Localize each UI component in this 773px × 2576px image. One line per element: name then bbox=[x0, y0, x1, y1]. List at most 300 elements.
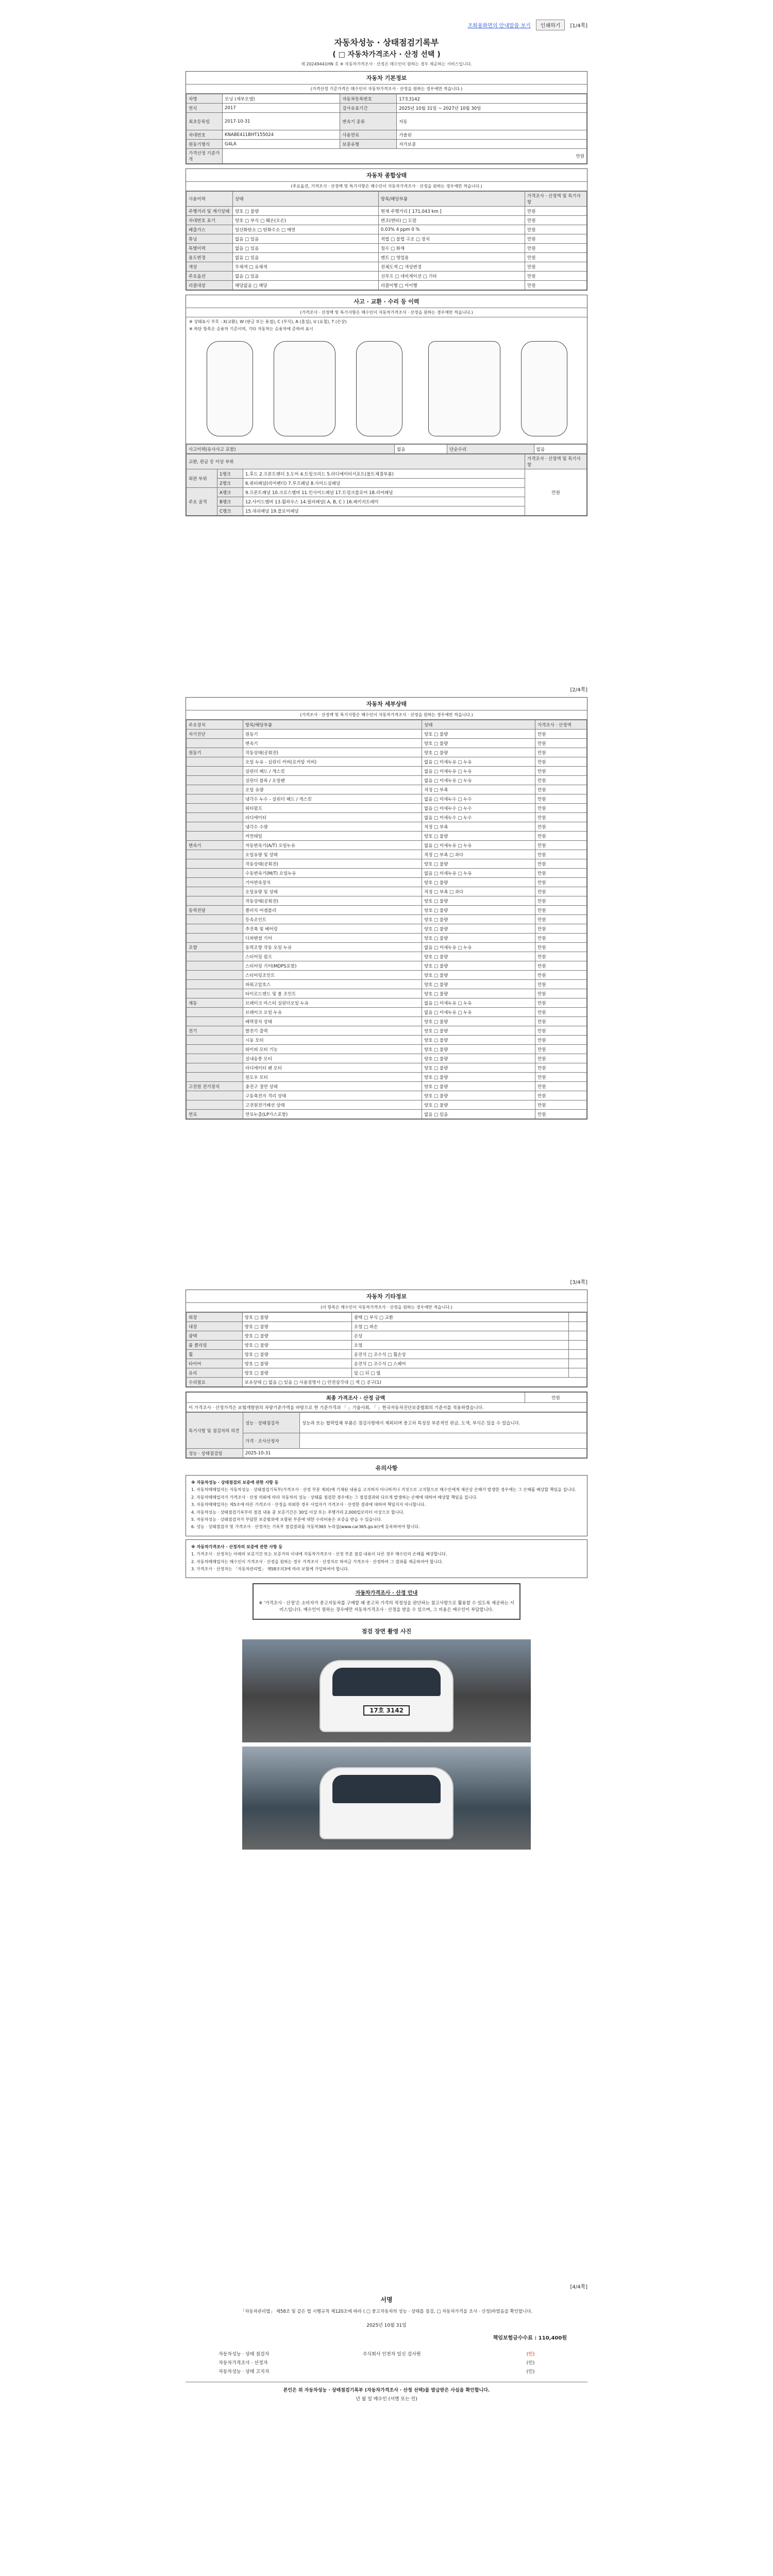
cell: 만원 bbox=[535, 1063, 587, 1073]
cell bbox=[187, 980, 243, 989]
cell: 외판 부위 bbox=[187, 469, 217, 488]
detail-section bbox=[186, 697, 587, 1120]
table-row bbox=[187, 961, 587, 971]
cell: 만원 bbox=[525, 216, 587, 225]
status-rows bbox=[187, 207, 587, 290]
cell: 없음 bbox=[395, 445, 447, 454]
cell: 시동 모터 bbox=[243, 1036, 422, 1045]
cell: 만원 bbox=[535, 748, 587, 757]
table-row bbox=[187, 971, 587, 980]
cell: 기어변속장치 bbox=[243, 878, 422, 887]
cell bbox=[187, 1091, 243, 1100]
basic-info-table bbox=[186, 94, 587, 164]
cell: 양호 □ 불량 bbox=[422, 1026, 535, 1036]
cell: 냉각수 누수 - 실린더 헤드 / 개스킷 bbox=[243, 794, 422, 804]
cell: 실내송풍 모터 bbox=[243, 1054, 422, 1063]
car-frame-icon bbox=[428, 341, 500, 436]
table-row bbox=[187, 262, 587, 272]
cell: 양호 □ 불량 bbox=[242, 1331, 351, 1341]
col-header: 항목/해당부품 bbox=[378, 192, 525, 207]
guide-item: 1. 자동차매매업자는 자동차성능 · 상태점검기록부(가격조사 · 산정 부분 제외)에 기재된 내용을 고지하지 아니하거나 거짓으로 고지함으로 매수인에게 재산상 손해가 발생한 경우에는 그 손해를 배상할 책임을 집니다. bbox=[191, 1487, 577, 1493]
cell: 제동 bbox=[187, 998, 243, 1008]
cell: 가격산정 기준가격 bbox=[187, 149, 223, 164]
cell: 없음 □ 있음 bbox=[233, 244, 379, 253]
table-row bbox=[187, 1313, 587, 1322]
cell: 광택 □ 부식 □ 교환 bbox=[351, 1313, 569, 1322]
table-row bbox=[187, 822, 587, 832]
cell: 9.프론트패널 10.크로스멤버 11.인사이드패널 17.트렁크플로어 18.리어패널 bbox=[243, 488, 525, 497]
cell: 만원 bbox=[535, 980, 587, 989]
cell: 양호 □ 불량 bbox=[422, 1045, 535, 1054]
table-row bbox=[187, 813, 587, 822]
cell: 양호 □ 불량 bbox=[422, 971, 535, 980]
section-note: (이 항목은 매수인이 자동차가격조사 · 산정을 원하는 경우에만 적습니다.) bbox=[186, 1303, 587, 1312]
cell: 만원 bbox=[223, 149, 587, 164]
section-note: (주요옵션, 가격조사 · 산정액 및 특기사항은 매수인이 자동차가격조사 · 산정을 원하는 경우에만 적습니다.) bbox=[186, 182, 587, 191]
section-note: (가격조사 · 산정액 및 특기사항은 매수인이 자동차가격조사 · 산정을 원하는 경우에만 적습니다.) bbox=[186, 308, 587, 317]
section-title: 사고 · 교환 · 수리 등 이력 bbox=[186, 295, 587, 308]
cell: 2랭크 bbox=[217, 479, 243, 488]
cell bbox=[187, 869, 243, 878]
cell: 만원 bbox=[535, 1091, 587, 1100]
cell: 2017-10-31 bbox=[223, 113, 340, 130]
cell: 사고이력(유사사고 포함) bbox=[187, 445, 395, 454]
cell: 수리필요 bbox=[187, 1378, 243, 1387]
cell: 만원 bbox=[535, 971, 587, 980]
cell: 주요옵션 bbox=[187, 272, 233, 281]
cell: 차대번호 표기 bbox=[187, 216, 233, 225]
cell: 만원 bbox=[535, 943, 587, 952]
cell bbox=[569, 1368, 587, 1378]
cell: 만원 bbox=[535, 841, 587, 850]
cell: 원동기형식 bbox=[187, 140, 223, 149]
cell: 만원 bbox=[535, 1036, 587, 1045]
cell: 양호 □ 불량 bbox=[422, 1063, 535, 1073]
cell bbox=[569, 1313, 587, 1322]
cell: 없음 □ 미세누유 □ 누유 bbox=[422, 869, 535, 878]
cell: 색상 bbox=[187, 262, 233, 272]
col-header: 가격조사 · 산정액 및 특기사항 bbox=[525, 454, 587, 469]
cell: 만원 bbox=[535, 989, 587, 998]
table-row bbox=[187, 253, 587, 262]
cell: 변속기 bbox=[187, 841, 243, 850]
cell: 양호 □ 불량 bbox=[242, 1341, 351, 1350]
cell bbox=[187, 1017, 243, 1026]
seal: (인) bbox=[526, 2361, 535, 2366]
cell: 침수 □ 화재 bbox=[378, 244, 525, 253]
doc-meta: 제 20249441HN 호 ※ 자동차가격조사 · 산정은 매수인이 원하는 경우 제공하는 서비스입니다. bbox=[300, 62, 473, 66]
table-row bbox=[187, 989, 587, 998]
table-row bbox=[187, 906, 587, 915]
cell bbox=[569, 1359, 587, 1368]
detail-table bbox=[186, 720, 587, 1119]
guide-item: 3. 자동차매매업자는 제5조에 따른 가격조사 · 산정을 의뢰한 경우 사업자가 가격조사 · 산정한 결과에 대하여 책임지지 아니합니다. bbox=[191, 1502, 426, 1507]
price-guide-box bbox=[253, 1583, 520, 1620]
cell: 광택 bbox=[187, 1331, 243, 1341]
cell: 작동상태(공회전) bbox=[243, 896, 422, 906]
cell: 만원 bbox=[535, 767, 587, 776]
cell: 보유상태 □ 없음 □ 있음 □ 사용설명서 □ 안전삼각대 □ 잭 □ 공구(1) bbox=[242, 1378, 586, 1387]
final-head: 최종 가격조사 · 산정 금액 bbox=[187, 1393, 525, 1403]
table-row bbox=[187, 216, 587, 225]
table-row bbox=[187, 1063, 587, 1073]
final-table bbox=[186, 1392, 587, 1412]
cell: 적정 □ 부족 bbox=[422, 822, 535, 832]
table-row bbox=[187, 757, 587, 767]
cell: 만원 bbox=[525, 244, 587, 253]
cell bbox=[187, 757, 243, 767]
cell: 연료누출(LP가스포함) bbox=[243, 1110, 422, 1119]
cell: 주식회사 인천차 일신 검사원 bbox=[362, 2352, 421, 2357]
buyer-sign: 년 월 일 매수인 (서명 또는 인) bbox=[356, 2397, 417, 2402]
table-row bbox=[187, 1045, 587, 1054]
cell: 만원 bbox=[535, 878, 587, 887]
print-button[interactable]: 인쇄하기 bbox=[536, 20, 565, 30]
cell: 특별이력 bbox=[187, 244, 233, 253]
table-row bbox=[187, 225, 587, 234]
cell bbox=[569, 1350, 587, 1359]
cell: 만원 bbox=[535, 730, 587, 739]
cell bbox=[187, 850, 243, 859]
cell bbox=[187, 878, 243, 887]
table-row bbox=[187, 234, 587, 244]
other-table bbox=[186, 1312, 587, 1387]
cell: 양호 □ 불량 bbox=[422, 1036, 535, 1045]
cell bbox=[187, 739, 243, 748]
cell: 디퍼렌셜 기어 bbox=[243, 934, 422, 943]
section-note: (가격산정 기준가격은 매수인이 자동차가격조사 · 산정을 원하는 경우에만 적습니다.) bbox=[186, 84, 587, 94]
cell: 해당없음 □ 해당 bbox=[233, 281, 379, 290]
cell bbox=[187, 1036, 243, 1045]
table-row bbox=[187, 943, 587, 952]
page-number: [3/4쪽] bbox=[570, 1280, 587, 1285]
cell: 6.쿼터패널(리어펜더) 7.루프패널 8.사이드실패널 bbox=[243, 479, 525, 488]
cell: 가격 · 조사산정자 bbox=[243, 1433, 300, 1449]
cell: 양호 □ 불량 bbox=[422, 859, 535, 869]
legend-2: ※ 하단 항목은 승용차 기준이며, 기타 자동차는 승용차에 준하여 표시 bbox=[189, 327, 313, 331]
cell: 수동변속기(M/T) 오일누유 bbox=[243, 869, 422, 878]
cell: 만원 bbox=[535, 924, 587, 934]
cell: 연식 bbox=[187, 104, 223, 113]
cell: 운전석 □ 조수석 □ 휠손상 bbox=[351, 1350, 569, 1359]
guide-title: 유의사항 bbox=[375, 1465, 398, 1471]
cell: 2017 bbox=[223, 104, 340, 113]
table-row bbox=[187, 841, 587, 850]
table-row bbox=[187, 1054, 587, 1063]
table-row bbox=[187, 924, 587, 934]
cell bbox=[569, 1322, 587, 1331]
cell: 만원 bbox=[535, 1073, 587, 1082]
photos-title: 점검 장면 촬영 사진 bbox=[361, 1628, 412, 1635]
section-title: 자동차 기본정보 bbox=[186, 72, 587, 84]
cell: 성능 · 상태점검일 bbox=[187, 1449, 243, 1458]
cell: 1.후드 2.프론트펜더 3.도어 4.트렁크리드 5.라디에이터서포트(볼트체결부품) bbox=[243, 469, 525, 479]
table-row bbox=[187, 794, 587, 804]
cell: 없음 □ 미세누유 □ 누유 bbox=[422, 1008, 535, 1017]
table-row bbox=[187, 980, 587, 989]
guide-item: 4. 자동차성능 · 상태점검기록부의 점검 내용 중 보증기간은 30일 이상 또는 주행거리 2,000킬로미터 이상으로 합니다. bbox=[191, 1510, 405, 1515]
cell: 양호 □ 불량 bbox=[422, 1100, 535, 1110]
cell: A랭크 bbox=[217, 488, 243, 497]
cell: 만원 bbox=[525, 225, 587, 234]
cell: 없음 □ 미세누유 □ 누유 bbox=[422, 776, 535, 785]
cell: 스티어링조인트 bbox=[243, 971, 422, 980]
guide-item: 2. 자동차매매업자가 가격조사 · 산정 의뢰에 따라 자동차의 성능 · 상태를 점검한 경우에는 그 점검결과와 다르게 발생하는 손해에 대하여 배상할 책임을 집니다. bbox=[191, 1495, 478, 1500]
cell: 동력조향 작동 오일 누유 bbox=[243, 943, 422, 952]
cell: 만원 bbox=[525, 234, 587, 244]
cell: 운전석 □ 조수석 □ 스페어 bbox=[351, 1359, 569, 1368]
col-header: 주요장치 bbox=[187, 720, 243, 730]
cell: 없음 □ 미세누수 □ 누수 bbox=[422, 794, 535, 804]
table-row bbox=[187, 887, 587, 896]
cell bbox=[187, 859, 243, 869]
cell: 전체도색 □ 색상변경 bbox=[378, 262, 525, 272]
table-row bbox=[187, 1026, 587, 1036]
table-row bbox=[187, 915, 587, 924]
guide-link[interactable]: 조회용화면의 안내말씀 보기 bbox=[467, 23, 531, 29]
cell: 윈도우 모터 bbox=[243, 1073, 422, 1082]
table-row bbox=[187, 1110, 587, 1119]
table-row bbox=[187, 1100, 587, 1110]
cell bbox=[187, 1073, 243, 1082]
cell: 없음 □ 미세누유 □ 누유 bbox=[422, 757, 535, 767]
other-section bbox=[186, 1290, 587, 1387]
cell: 없음 □ 있음 bbox=[422, 1110, 535, 1119]
cell bbox=[187, 961, 243, 971]
table-row bbox=[187, 896, 587, 906]
cell: 변속기 종류 bbox=[340, 113, 397, 130]
cell: 만원 bbox=[525, 253, 587, 262]
guide-item: 6. 성능 · 상태점검자 및 가격조사 · 산정자는 기록부 점검결과를 자동차365 누리집(www.car365.go.kr)에 등록하여야 합니다. bbox=[191, 1524, 420, 1530]
table-row bbox=[187, 281, 587, 290]
cell: 양호 □ 불량 bbox=[422, 906, 535, 915]
top-bar bbox=[468, 20, 587, 30]
table-row bbox=[187, 850, 587, 859]
cell: 실린더 헤드 / 개스킷 bbox=[243, 767, 422, 776]
cell: 용도변경 bbox=[187, 253, 233, 262]
cell: 양호 □ 불량 bbox=[242, 1359, 351, 1368]
cell: 스티어링 펌프 bbox=[243, 952, 422, 961]
section-title: 자동차 기타정보 bbox=[186, 1290, 587, 1303]
cell: 없음 □ 미세누유 □ 누유 bbox=[422, 841, 535, 850]
cell: 양호 □ 불량 bbox=[242, 1313, 351, 1322]
guide-heading: ※ 자동차가격조사 · 산정자의 보증에 관한 사항 등 bbox=[191, 1544, 283, 1549]
price-guide-text: ※ '가격조사 · 산정'은 소비자가 중고자동차를 구매할 때 중고차 가격의 적정성을 판단하는 참고사항으로 활용할 수 있도록 제공하는 서비스입니다. 매수인이 원하는 경우에만 자동차가격조사 · 산정을 받을 수 있으며, 그 비용은 매수인이 부담합니다. bbox=[259, 1601, 514, 1613]
cell: 작동상태(공회전) bbox=[243, 748, 422, 757]
table-row bbox=[187, 869, 587, 878]
accident-section bbox=[186, 295, 587, 516]
cell: 모닝 (세부모델) bbox=[223, 94, 340, 104]
cell: 자동변속기(A/T) 오일누유 bbox=[243, 841, 422, 850]
cell: 만원 bbox=[535, 896, 587, 906]
col-header: 교환, 판금 등 이상 부위 bbox=[187, 454, 525, 469]
cell: 일산화탄소 □ 탄화수소 □ 매연 bbox=[233, 225, 379, 234]
car-underside-icon bbox=[521, 341, 567, 436]
cell: 적법 □ 불법 구조 □ 장치 bbox=[378, 234, 525, 244]
cell: 만원 bbox=[525, 262, 587, 272]
col-header: 상태 bbox=[233, 192, 379, 207]
doc-title: 자동차성능 · 상태점검기록부 bbox=[334, 38, 439, 47]
cell: 자동 bbox=[397, 113, 587, 130]
guide-item: 5. 자동차성능 · 상태점검자가 부담한 보증범위에 포함된 부분에 대한 수리비용은 보증을 받을 수 있습니다. bbox=[191, 1517, 382, 1522]
cell: 자가보증 bbox=[397, 140, 587, 149]
cell: 없음 □ 미세누수 □ 누수 bbox=[422, 804, 535, 813]
cell: 라디에이터 팬 모터 bbox=[243, 1063, 422, 1073]
cell: 만원 bbox=[525, 207, 587, 216]
cell: 만원 bbox=[525, 281, 587, 290]
cell: 자동차가격조사 · 산정자 bbox=[219, 2361, 268, 2366]
guide-box-2 bbox=[186, 1539, 587, 1579]
cell: B랭크 bbox=[217, 497, 243, 506]
table-row bbox=[187, 804, 587, 813]
cell bbox=[187, 822, 243, 832]
table-row bbox=[187, 767, 587, 776]
cell: 만원 bbox=[535, 915, 587, 924]
cell: 선루프 □ 네비게이션 □ 기타 bbox=[378, 272, 525, 281]
cell: 렌트 □ 영업용 bbox=[378, 253, 525, 262]
car-right-side-icon bbox=[356, 341, 402, 436]
cell: 양호 □ 불량 bbox=[422, 1082, 535, 1091]
cell: 만원 bbox=[535, 757, 587, 767]
cell bbox=[187, 971, 243, 980]
cell bbox=[569, 1331, 587, 1341]
page-4 bbox=[186, 2282, 587, 2571]
page-number: [2/4쪽] bbox=[570, 687, 587, 693]
doc-subtitle: ( □ 자동차가격조사 · 산정 선택 ) bbox=[332, 50, 441, 59]
cell bbox=[187, 1054, 243, 1063]
table-row bbox=[187, 1331, 587, 1341]
table-row bbox=[187, 832, 587, 841]
cell: 적정 □ 부족 □ 과다 bbox=[422, 887, 535, 896]
cell bbox=[187, 785, 243, 794]
cell: 양호 □ 불량 bbox=[422, 896, 535, 906]
status-section bbox=[186, 168, 587, 291]
cell: 유리 bbox=[187, 1368, 243, 1378]
cell: 17호3142 bbox=[397, 94, 587, 104]
cell: 현재 주행거리 [ 171,043 km ] bbox=[378, 207, 525, 216]
cell: 2025년 10월 31일 ~ 2027년 10월 30일 bbox=[397, 104, 587, 113]
cell: 만원 bbox=[535, 906, 587, 915]
cell: 최초등록일 bbox=[187, 113, 223, 130]
cell: 만원 bbox=[535, 859, 587, 869]
cell: 양호 □ 불량 bbox=[422, 924, 535, 934]
cell: 양호 □ 불량 bbox=[422, 915, 535, 924]
cell: 양호 □ 부식 □ 훼손(오손) bbox=[233, 216, 379, 225]
cell: 없음 bbox=[534, 445, 586, 454]
cell: 없음 □ 있음 bbox=[233, 272, 379, 281]
seal: (인) bbox=[526, 2369, 535, 2375]
table-row bbox=[187, 748, 587, 757]
cell: 없음 □ 있음 bbox=[233, 234, 379, 244]
inspection-photo-front bbox=[242, 1639, 531, 1742]
cell: 조향 bbox=[187, 943, 243, 952]
cell: 워터펌프 bbox=[243, 804, 422, 813]
cell: 양호 □ 불량 bbox=[422, 961, 535, 971]
cell: 만원 bbox=[535, 1008, 587, 1017]
cell: 주행거리 및 계기상태 bbox=[187, 207, 233, 216]
cell: 냉각수 수량 bbox=[243, 822, 422, 832]
cell: 보증유형 bbox=[340, 140, 397, 149]
cell: 양호 □ 불량 bbox=[242, 1368, 351, 1378]
cell: 특기사항 및 점검자의 의견 bbox=[187, 1413, 243, 1449]
final-notice: 이 가격조사 · 산정가격은 보험개발원의 차량기준가액을 바탕으로 한 기준가격과 「 」기술사회, 「 」한국자동차진단보증협회의 기준서를 적용하였습니다. bbox=[187, 1403, 587, 1412]
guide-item: 2. 자동차매매업자는 매수인이 가격조사 · 산정을 원하는 경우 가격조사 · 산정자로 하여금 가격조사 · 산정하여 그 결과를 제공하여야 합니다. bbox=[191, 1559, 443, 1564]
cell: 앞 □ 뒤 □ 옆 bbox=[351, 1368, 569, 1378]
cell: 리콜이행 □ 미이행 bbox=[378, 281, 525, 290]
table-row bbox=[187, 1350, 587, 1359]
cell: 적정 □ 부족 bbox=[422, 785, 535, 794]
table-row bbox=[187, 272, 587, 281]
cell: 가솔린 bbox=[397, 130, 587, 140]
sign-date: 2025년 10월 31일 bbox=[366, 2323, 407, 2328]
page-number: [1/4쪽] bbox=[570, 23, 587, 29]
table-row bbox=[187, 1008, 587, 1017]
cell: 타이로드엔드 및 볼 조인트 bbox=[243, 989, 422, 998]
buyer-confirm: 본인은 위 자동차성능 · 상태점검기록부 (자동차가격조사 · 산정 선택)를 발급받은 사실을 확인합니다. bbox=[186, 2382, 587, 2393]
license-plate: 17호 3142 bbox=[363, 1705, 410, 1716]
table-row bbox=[187, 952, 587, 961]
table-row bbox=[187, 776, 587, 785]
car-diagram bbox=[186, 333, 587, 444]
cell: 없음 □ 미세누유 □ 누유 bbox=[422, 998, 535, 1008]
table-row bbox=[187, 998, 587, 1008]
cell: 충전구 절연 상태 bbox=[243, 1082, 422, 1091]
cell: 차대번호 bbox=[187, 130, 223, 140]
cell: 등속조인트 bbox=[243, 915, 422, 924]
cell: 오염 □ 파손 bbox=[351, 1322, 569, 1331]
cell: 변조(변타) □ 도말 bbox=[378, 216, 525, 225]
table-row bbox=[187, 878, 587, 887]
table-row bbox=[187, 1036, 587, 1045]
table-row bbox=[187, 1359, 587, 1368]
cell: 만원 bbox=[535, 1026, 587, 1036]
cell bbox=[187, 915, 243, 924]
cell: 오일 누유 - 실린더 커버(로커암 커버) bbox=[243, 757, 422, 767]
cell: 양호 □ 불량 bbox=[233, 207, 379, 216]
guide-box-1 bbox=[186, 1475, 587, 1536]
cell: 양호 □ 불량 bbox=[422, 989, 535, 998]
cell: 만원 bbox=[525, 469, 587, 516]
legend: ※ 상태표시 부호 : X(교환), W (판금 또는 용접), C (부식), A (흠집), U (요철), T (손상) bbox=[189, 319, 347, 324]
cell: 만원 bbox=[535, 776, 587, 785]
cell bbox=[187, 1008, 243, 1017]
guide-item: 1. 가격조사 · 산정자는 아래의 보증기간 또는 보증거리 이내에 자동차가격조사 · 산정 부분 점검 내용이 다른 경우 매수인의 손해를 배상합니다. bbox=[191, 1552, 447, 1557]
col-header: 항목/해당부품 bbox=[243, 720, 422, 730]
cell: G4LA bbox=[223, 140, 340, 149]
page-3 bbox=[186, 1278, 587, 2282]
cell: 라디에이터 bbox=[243, 813, 422, 822]
cell: 연료 bbox=[187, 1110, 243, 1119]
cell bbox=[300, 1433, 587, 1449]
cell: 와이퍼 모터 기능 bbox=[243, 1045, 422, 1054]
cell: 만원 bbox=[535, 1054, 587, 1063]
cell: 사용연료 bbox=[340, 130, 397, 140]
cell: 자동차성능 · 상태 고지자 bbox=[219, 2369, 270, 2375]
cell: 만원 bbox=[535, 869, 587, 878]
cell: 고전원전기배선 상태 bbox=[243, 1100, 422, 1110]
status-table bbox=[186, 191, 587, 290]
cell: 양호 □ 불량 bbox=[422, 952, 535, 961]
cell: 만원 bbox=[535, 887, 587, 896]
cell: 배력장치 상태 bbox=[243, 1017, 422, 1026]
table-row bbox=[187, 1368, 587, 1378]
cell: 적정 □ 부족 □ 과다 bbox=[422, 850, 535, 859]
cell: 자기진단 bbox=[187, 730, 243, 739]
cell: 타이어 bbox=[187, 1359, 243, 1368]
table-row bbox=[187, 1341, 587, 1350]
cell: 양호 □ 불량 bbox=[422, 832, 535, 841]
cell: 손상 bbox=[351, 1331, 569, 1341]
